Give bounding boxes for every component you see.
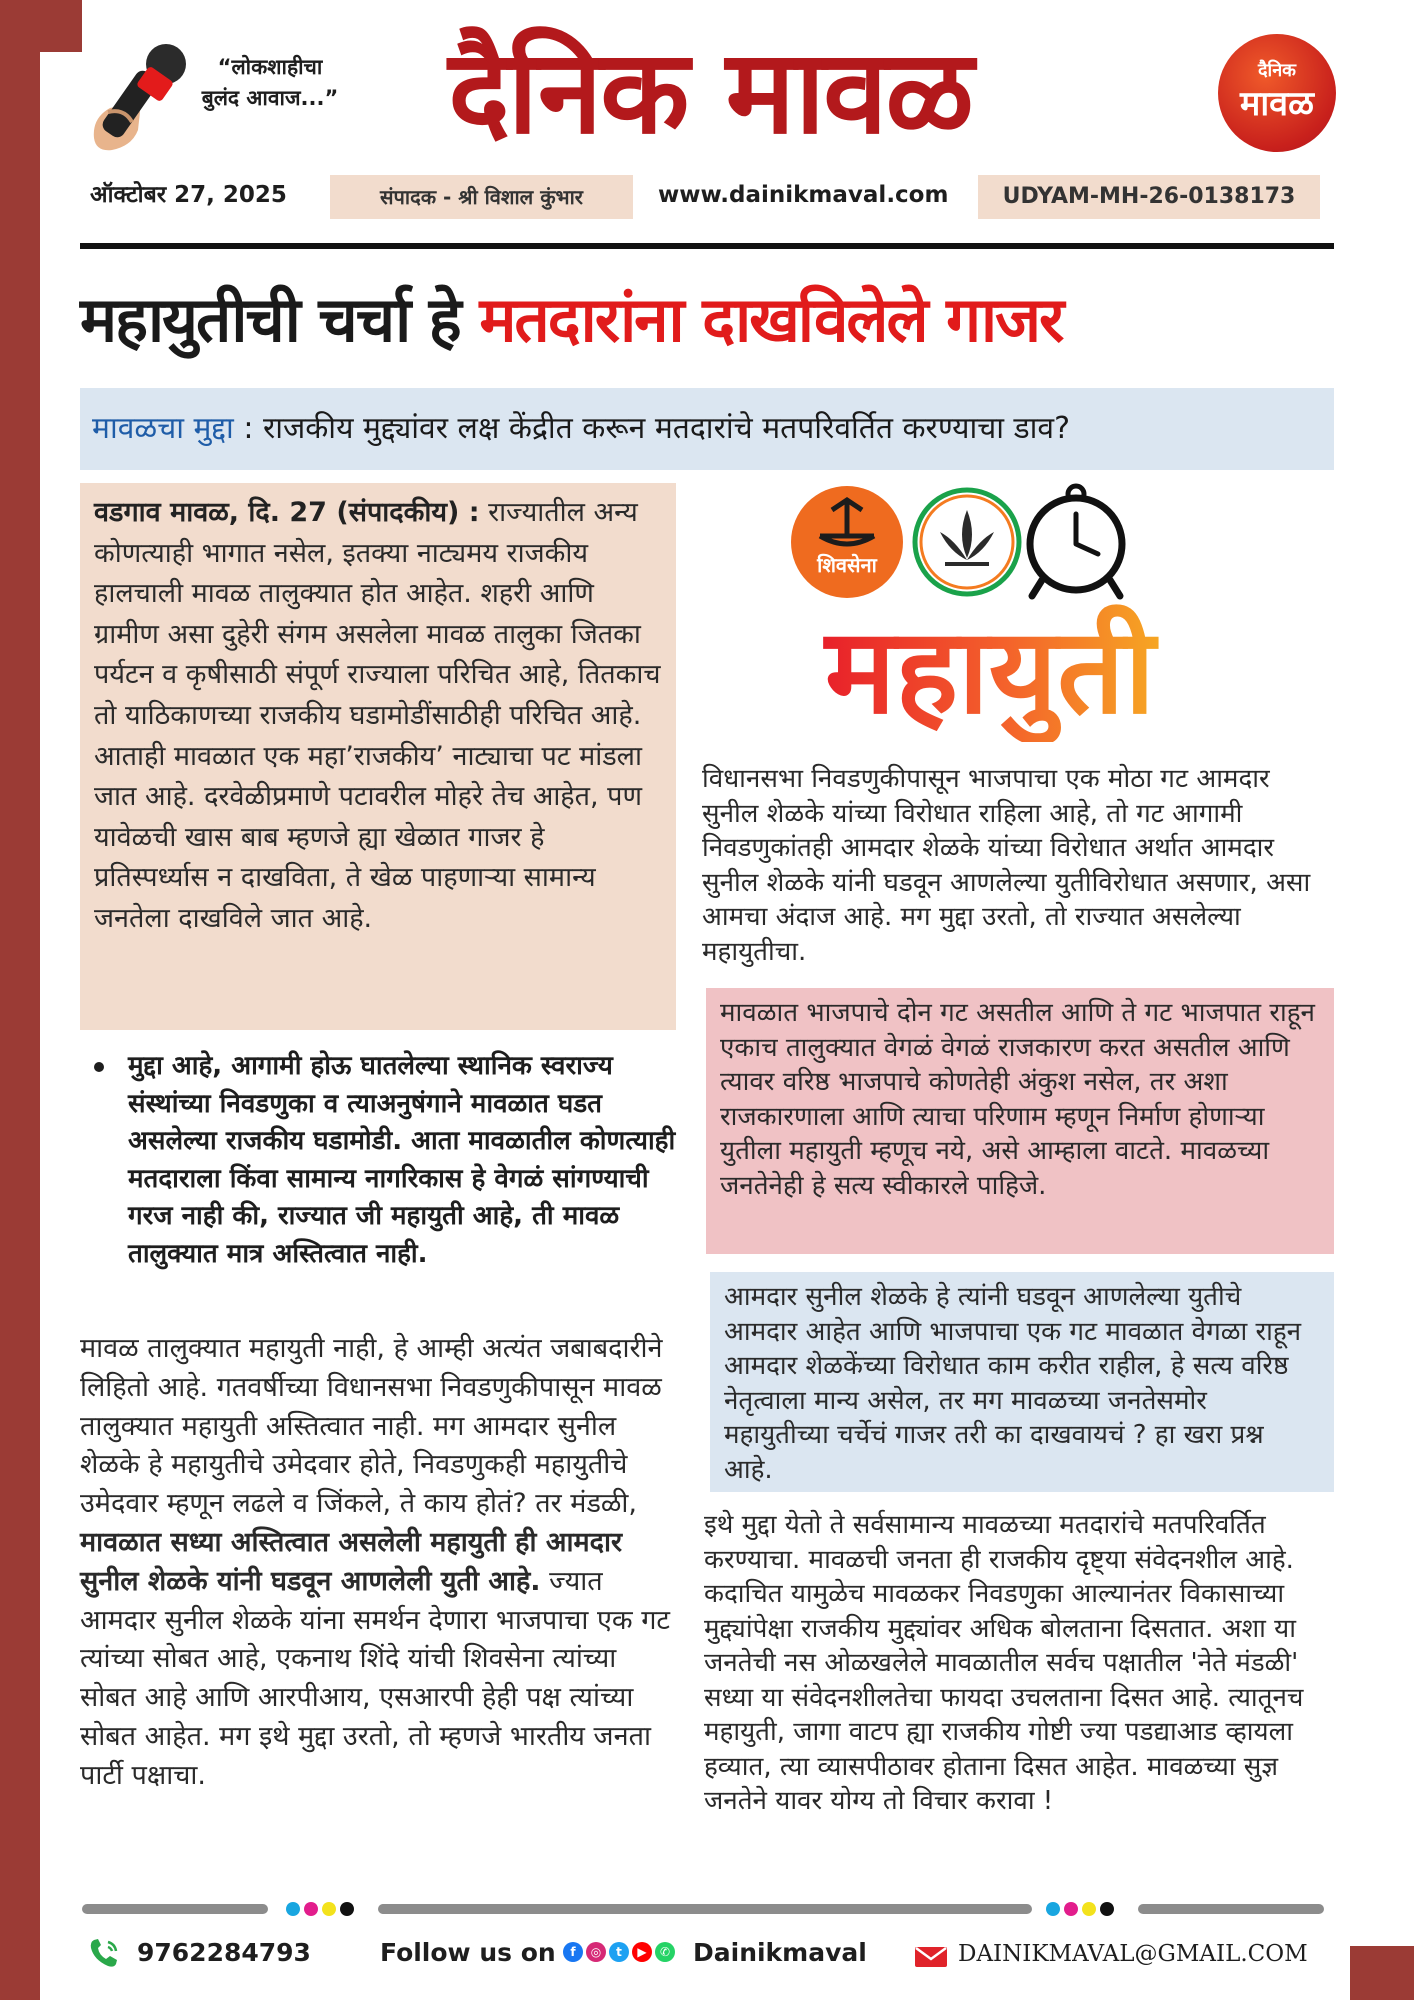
header-divider (80, 243, 1334, 249)
footer-dot-magenta (304, 1902, 318, 1916)
issue-date: ऑक्टोबर 27, 2025 (90, 182, 287, 208)
footer-dot-yellow-2 (1082, 1902, 1096, 1916)
key-point-bullet (80, 1048, 676, 1312)
logo-top-text: दैनिक (1257, 60, 1297, 81)
left-margin (40, 52, 82, 2000)
udyam-badge: UDYAM-MH-26-0138173 (978, 175, 1320, 219)
social-icons (563, 1941, 678, 1965)
footer-bar-middle (378, 1904, 1032, 1914)
footer-social-handle[interactable]: Dainikmaval (693, 1938, 867, 1967)
headline-part-black: महायुतीची चर्चा हे (80, 283, 480, 356)
email-icon (914, 1946, 948, 1968)
main-headline (80, 270, 1340, 370)
mahayuti-title: महायुती (824, 602, 1156, 740)
ncp-clock-logo (1030, 486, 1122, 596)
footer-dot-black-2 (1100, 1902, 1114, 1916)
headline-part-red: मतदारांना दाखविलेले गाजर (479, 283, 1063, 356)
left-body-bold: मावळात सध्या अस्तित्वात असलेली महायुती ही आमदार सुनील शेळके यांनी घडवून आणलेली युती आहे. (80, 1526, 623, 1597)
bottom-right-frame-tab (1350, 1946, 1414, 2000)
subheadline-label: मावळचा मुद्दा (92, 411, 234, 446)
left-body-part1: मावळ तालुक्यात महायुती नाही, हे आम्ही अत्यंत जबाबदारीने लिहितो आहे. गतवर्षीच्या विधानसभा निवडणुकीपासून मावळ तालुक्यात महायुती अस्तित्वात नाही. मग आमदार सुनील शेळके हे महायुतीचे उमेदवार होते, निवडणुकही महायुतीचे उमेदवार म्हणून लढले व जिंकले, ते काय होतं? तर मंडळी, (80, 1333, 663, 1520)
logo-main-text: मावळ (1240, 84, 1314, 124)
shivsena-logo (791, 486, 903, 598)
right-paragraph-1: विधानसभा निवडणुकीपासून भाजपाचा एक मोठा गट आमदार सुनील शेळके यांच्या विरोधात राहिला आहे, तो गट आगामी निवडणुकांतही आमदार शेळके यांच्या विरोधात अर्थात आमदार सुनील शेळके यांनी घडवून आणलेल्या युतीविरोधात असणार, असा आमचा अंदाज आहे. मग मुद्दा उरतो, तो राज्यात असलेल्या महायुतीचा. (702, 764, 1311, 967)
microphone-icon (88, 38, 198, 156)
editor-badge: संपादक - श्री विशाल कुंभार (330, 175, 633, 219)
twitter-icon[interactable]: t (609, 1942, 629, 1962)
right-paragraph-2: इथे मुद्दा येतो ते सर्वसामान्य मावळच्या मतदारांचे मतपरिवर्तित करण्याचा. मावळची जनता ही राजकीय दृष्ट्या संवेदनशील आहे. कदाचित यामुळेच मावळकर निवडणुका आल्यानंतर विकासाच्या मुद्द्यांपेक्षा राजकीय मुद्द्यांवर अधिक बोलताना दिसतात. अशा या जनतेची नस ओळखलेले मावळातील सर्वच पक्षातील 'नेते मंडळी' सध्या या संवेदनशीलतेचा फायदा उचलताना दिसत आहे. त्यातूनच महायुती, जागा वाटप ह्या राजकीय गोष्टी ज्या पडद्याआड व्हायला हव्यात, त्या व्यासपीठावर होताना दिसत आहेत. मावळच्या सुज्ञ जनतेने यावर योग्य तो विचार करावा ! (704, 1510, 1304, 1816)
bullet-text: मुद्दा आहे, आगामी होऊ घातलेल्या स्थानिक स्वराज्य संस्थांच्या निवडणुका व त्याअनुषंगाने मावळात घडत असलेल्या राजकीय घडामोडी. आता मावळातील कोणत्याही मतदाराला किंवा सामान्य नागरिकास हे वेगळं सांगण्याची गरज नाही की, राज्यात जी महायुती आहे, ती मावळ तालुक्यात मात्र अस्तित्वात नाही. (128, 1051, 676, 1269)
footer-bar-left (82, 1904, 268, 1914)
whatsapp-icon[interactable]: ✆ (655, 1942, 675, 1962)
left-body-part2: ज्यात आमदार सुनील शेळके यांना समर्थन देणारा भाजपाचा एक गट त्यांच्या सोबत आहे, एकनाथ शिंदे यांची शिवसेना त्यांच्या सोबत आहे आणि आरपीआय, एसआरपी हेही पक्ष त्यांच्या सोबत आहेत. मग इथे मुद्दा उरतो, तो म्हणजे भारतीय जनता पार्टी पक्षाचा. (80, 1565, 671, 1791)
blue-callout-box: आमदार सुनील शेळके हे त्यांनी घडवून आणलेल्या युतीचे आमदार आहेत आणि भाजपाचा एक गट मावळात वेगळा राहून आमदार शेळकेंच्या विरोधात काम करीत राहील, हे सत्य वरिष्ठ नेतृत्वाला मान्य असेल, तर मग मावळच्या जनतेसमोर महायुतीच्या चर्चेचं गाजर तरी का दाखवायचं ? हा खरा प्रश्न आहे. (710, 1272, 1334, 1492)
shivsena-label: शिवसेना (817, 553, 877, 577)
bullet-dot-icon (94, 1062, 104, 1072)
footer-phone[interactable]: 9762284793 (137, 1938, 311, 1967)
subheadline-bar (80, 388, 1334, 470)
footer-dot-cyan (286, 1902, 300, 1916)
youtube-icon[interactable]: ▶ (632, 1942, 652, 1962)
footer-dot-cyan-2 (1046, 1902, 1060, 1916)
left-frame-bar (0, 0, 40, 2000)
footer-bar-right (1138, 1904, 1324, 1914)
pink-callout-box: मावळात भाजपाचे दोन गट असतील आणि ते गट भाजपात राहून एकाच तालुक्यात वेगळं वेगळं राजकारण करत असतील आणि त्यावर वरिष्ठ भाजपाचे कोणतेही अंकुश नसेल, तर अशा राजकारणाला आणि त्याचा परिणाम म्हणून निर्माण होणाऱ्या युतीला महायुती म्हणूच नये, असे आम्हाला वाटते. मावळच्या जनतेनेही हे सत्य स्वीकारले पाहिजे. (706, 988, 1334, 1254)
mahayuti-party-symbols (780, 480, 1200, 742)
footer-dot-magenta-2 (1064, 1902, 1078, 1916)
website-link[interactable]: www.dainikmaval.com (658, 182, 949, 208)
facebook-icon[interactable]: f (563, 1942, 583, 1962)
phone-icon (88, 1936, 122, 1970)
instagram-icon[interactable]: ◎ (586, 1942, 606, 1962)
bjp-lotus-logo (915, 490, 1019, 594)
masthead-title: दैनिक मावळ (448, 25, 972, 160)
footer-email[interactable]: DAINIKMAVAL@GMAIL.COM (958, 1941, 1308, 1967)
newspaper-logo (1218, 34, 1336, 152)
left-body-paragraph (80, 1330, 676, 1874)
slogan: “लोकशाहीचा बुलंद आवाज...” (201, 55, 339, 110)
lead-paragraph-box (80, 483, 676, 1030)
subheadline-text: : राजकीय मुद्द्यांवर लक्ष केंद्रीत करून मतदारांचे मतपरिवर्तित करण्याचा डाव? (233, 411, 1071, 446)
lead-text: राज्यातील अन्य कोणत्याही भागात नसेल, इतक्या नाट्यमय राजकीय हालचाली मावळ तालुक्यात होत आहेत. शहरी आणि ग्रामीण असा दुहेरी संगम असलेला मावळ तालुका जितका पर्यटन व कृषीसाठी संपूर्ण राज्याला परिचित आहे, तितकाच तो याठिकाणच्या राजकीय घडामोडींसाठीही परिचित आहे. आताही मावळात एक महा’राजकीय’ नाट्याचा पट मांडला जात आहे. दरवेळीप्रमाणे पटावरील मोहरे तेच आहेत, पण यावेळची खास बाब म्हणजे ह्या खेळात गाजर हे प्रतिस्पर्ध्यास न दाखविता, ते खेळ पाहणाऱ्या सामान्य जनतेला दाखविले जात आहे. (94, 497, 661, 934)
top-frame-tab (40, 0, 82, 52)
footer-follow-label: Follow us on (380, 1938, 556, 1967)
footer-dot-black (340, 1902, 354, 1916)
dateline: वडगाव मावळ, दि. 27 (संपादकीय) : (94, 497, 480, 528)
footer-dot-yellow (322, 1902, 336, 1916)
